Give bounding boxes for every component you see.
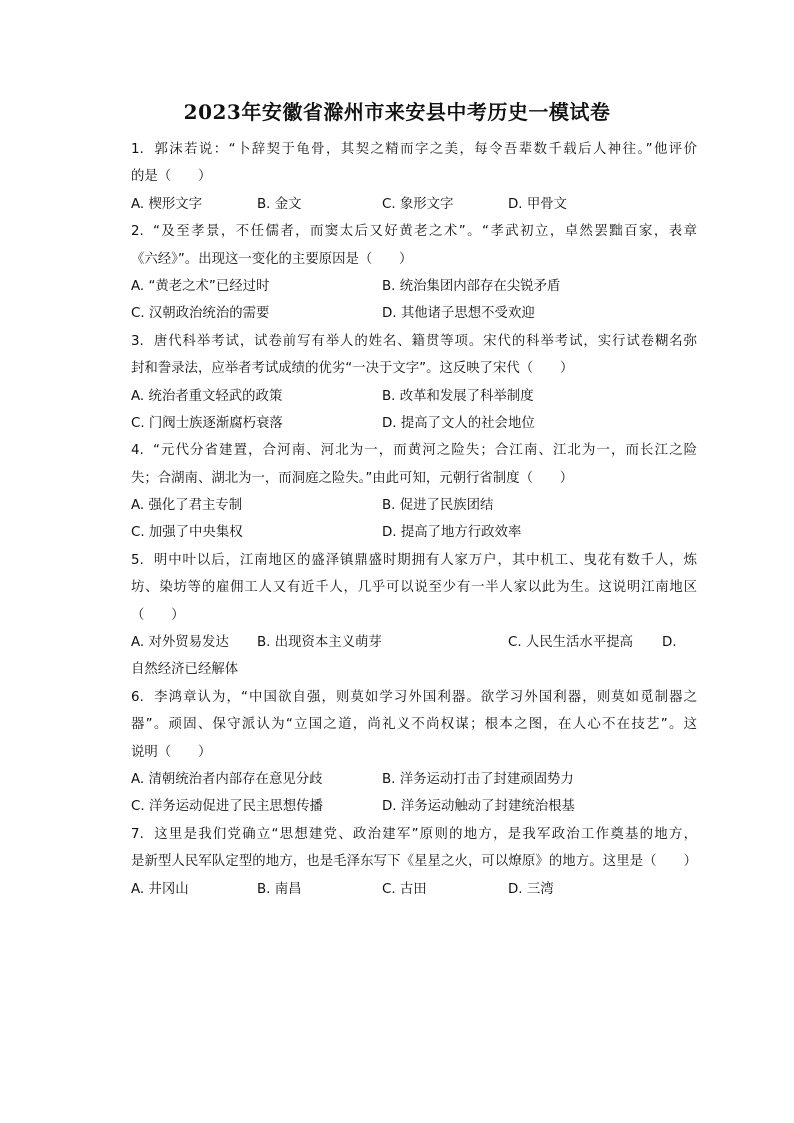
option-c[interactable]: C. 门阀士族逐渐腐朽衰落	[131, 415, 283, 431]
question-text: 郭沫若说：“卜辞契于龟骨，其契之精而字之美，每令吾辈数千载后人神往。”他评价	[153, 142, 697, 157]
option-d[interactable]: D. 甲骨文	[508, 196, 567, 212]
question-number: 4.	[131, 443, 144, 459]
options-row	[131, 191, 697, 218]
option-a[interactable]: A. “黄老之术”已经过时	[131, 278, 270, 294]
question-text: 失；合湖南、湖北为一，而洞庭之险失。”由此可知，元朝行省制度（ ）	[131, 470, 574, 486]
option-a[interactable]: A. 强化了君主专制	[131, 498, 243, 514]
question-text: 李鸿章认为，“中国欲自强，则莫如学习外国利器。欲学习外国利器，则莫如觅制器之	[153, 689, 697, 705]
option-d[interactable]: D. 提高了地方行政效率	[382, 525, 522, 541]
question-number: 1.	[131, 142, 144, 157]
option-a[interactable]: A. 清朝统治者内部存在意见分歧	[131, 771, 323, 787]
options-row	[131, 629, 697, 656]
question-2	[131, 218, 697, 328]
question-number: 6.	[131, 689, 144, 705]
question-number: 2.	[131, 224, 144, 240]
options-row	[131, 766, 697, 793]
question-7	[131, 821, 697, 903]
option-b[interactable]: B. 南昌	[257, 881, 302, 897]
option-c[interactable]: C. 洋务运动促进了民主思想传播	[131, 799, 323, 815]
question-text: 《六经》”。出现这一变化的主要原因是（ ）	[131, 251, 413, 267]
question-text: 唐代科举考试，试卷前写有举人的姓名、籍贯等项。宋代的科举考试，实行试卷糊名弥	[153, 333, 697, 349]
option-a[interactable]: A. 井冈山	[131, 881, 189, 897]
question-number: 5.	[131, 552, 144, 568]
option-c[interactable]: C. 加强了中央集权	[131, 525, 243, 541]
question-text: 的是（ ）	[131, 169, 212, 185]
option-d[interactable]: D. 提高了文人的社会地位	[382, 415, 535, 431]
question-text: 是新型人民军队定型的地方，也是毛泽东写下《星星之火，可以燎原》的地方。这里是（ ）	[131, 854, 697, 870]
question-text: 明中叶以后，江南地区的盛泽镇鼎盛时期拥有人家万户，其中机工、曳花有数千人，炼	[153, 552, 697, 568]
option-c[interactable]: C. 汉朝政治统治的需要	[131, 306, 270, 322]
options-row	[131, 492, 697, 519]
options-row	[131, 300, 697, 327]
question-text: “及至孝景，不任儒者，而窦太后又好黄老之术”。“孝武初立，卓然罢黜百家，表章	[153, 224, 697, 240]
options-row	[131, 519, 697, 546]
option-c[interactable]: C. 人民生活水平提高	[508, 635, 633, 651]
option-b[interactable]: B. 改革和发展了科举制度	[382, 388, 534, 404]
page-title: 2023年安徽省滁州市来安县中考历史一模试卷	[183, 100, 611, 124]
option-a[interactable]: A. 统治者重文轻武的政策	[131, 388, 283, 404]
option-d[interactable]: D. 其他诸子思想不受欢迎	[382, 306, 535, 322]
option-a[interactable]: A. 楔形文字	[131, 196, 202, 212]
question-6	[131, 684, 697, 821]
question-text: 说明（ ）	[131, 744, 212, 760]
question-text: 坊、染坊等的雇佣工人又有近千人，几乎可以说至少有一半人家以此为生。这说明江南地区	[131, 580, 697, 596]
question-1	[131, 136, 697, 218]
question-text: （ ）	[131, 607, 185, 623]
question-list	[131, 136, 697, 903]
option-d[interactable]: D.	[662, 635, 677, 651]
options-row	[131, 876, 697, 903]
option-b[interactable]: B. 洋务运动打击了封建顽固势力	[382, 771, 574, 787]
option-d-text[interactable]: 自然经济已经解体	[131, 662, 239, 678]
question-4	[131, 437, 697, 547]
option-c[interactable]: C. 象形文字	[382, 196, 454, 212]
question-text: 器”。顽固、保守派认为“立国之道，尚礼义不尚权谋；根本之图，在人心不在技艺”。这	[131, 717, 697, 733]
option-b[interactable]: B. 统治集团内部存在尖锐矛盾	[382, 278, 561, 294]
question-number: 3.	[131, 333, 144, 349]
options-row	[131, 383, 697, 410]
option-b[interactable]: B. 出现资本主义萌芽	[257, 635, 382, 651]
options-row	[131, 273, 697, 300]
option-d[interactable]: D. 三湾	[508, 881, 554, 897]
option-c[interactable]: C. 古田	[382, 881, 427, 897]
question-text: “元代分省建置，合河南、河北为一，而黄河之险失；合江南、江北为一，而长江之险	[153, 443, 697, 459]
question-text: 封和誊录法，应举者考试成绩的优劣“一决于文字”。这反映了宋代（ ）	[131, 361, 574, 377]
option-b[interactable]: B. 金文	[257, 196, 302, 212]
option-d[interactable]: D. 洋务运动触动了封建统治根基	[382, 799, 575, 815]
option-a[interactable]: A. 对外贸易发达	[131, 635, 229, 651]
options-row	[131, 793, 697, 820]
option-b[interactable]: B. 促进了民族团结	[382, 498, 494, 514]
question-5	[131, 547, 697, 684]
options-row	[131, 410, 697, 437]
question-number: 7.	[131, 826, 144, 842]
question-3	[131, 328, 697, 438]
question-text: 这里是我们党确立“思想建党、政治建军”原则的地方，是我军政治工作奠基的地方，	[153, 826, 697, 842]
